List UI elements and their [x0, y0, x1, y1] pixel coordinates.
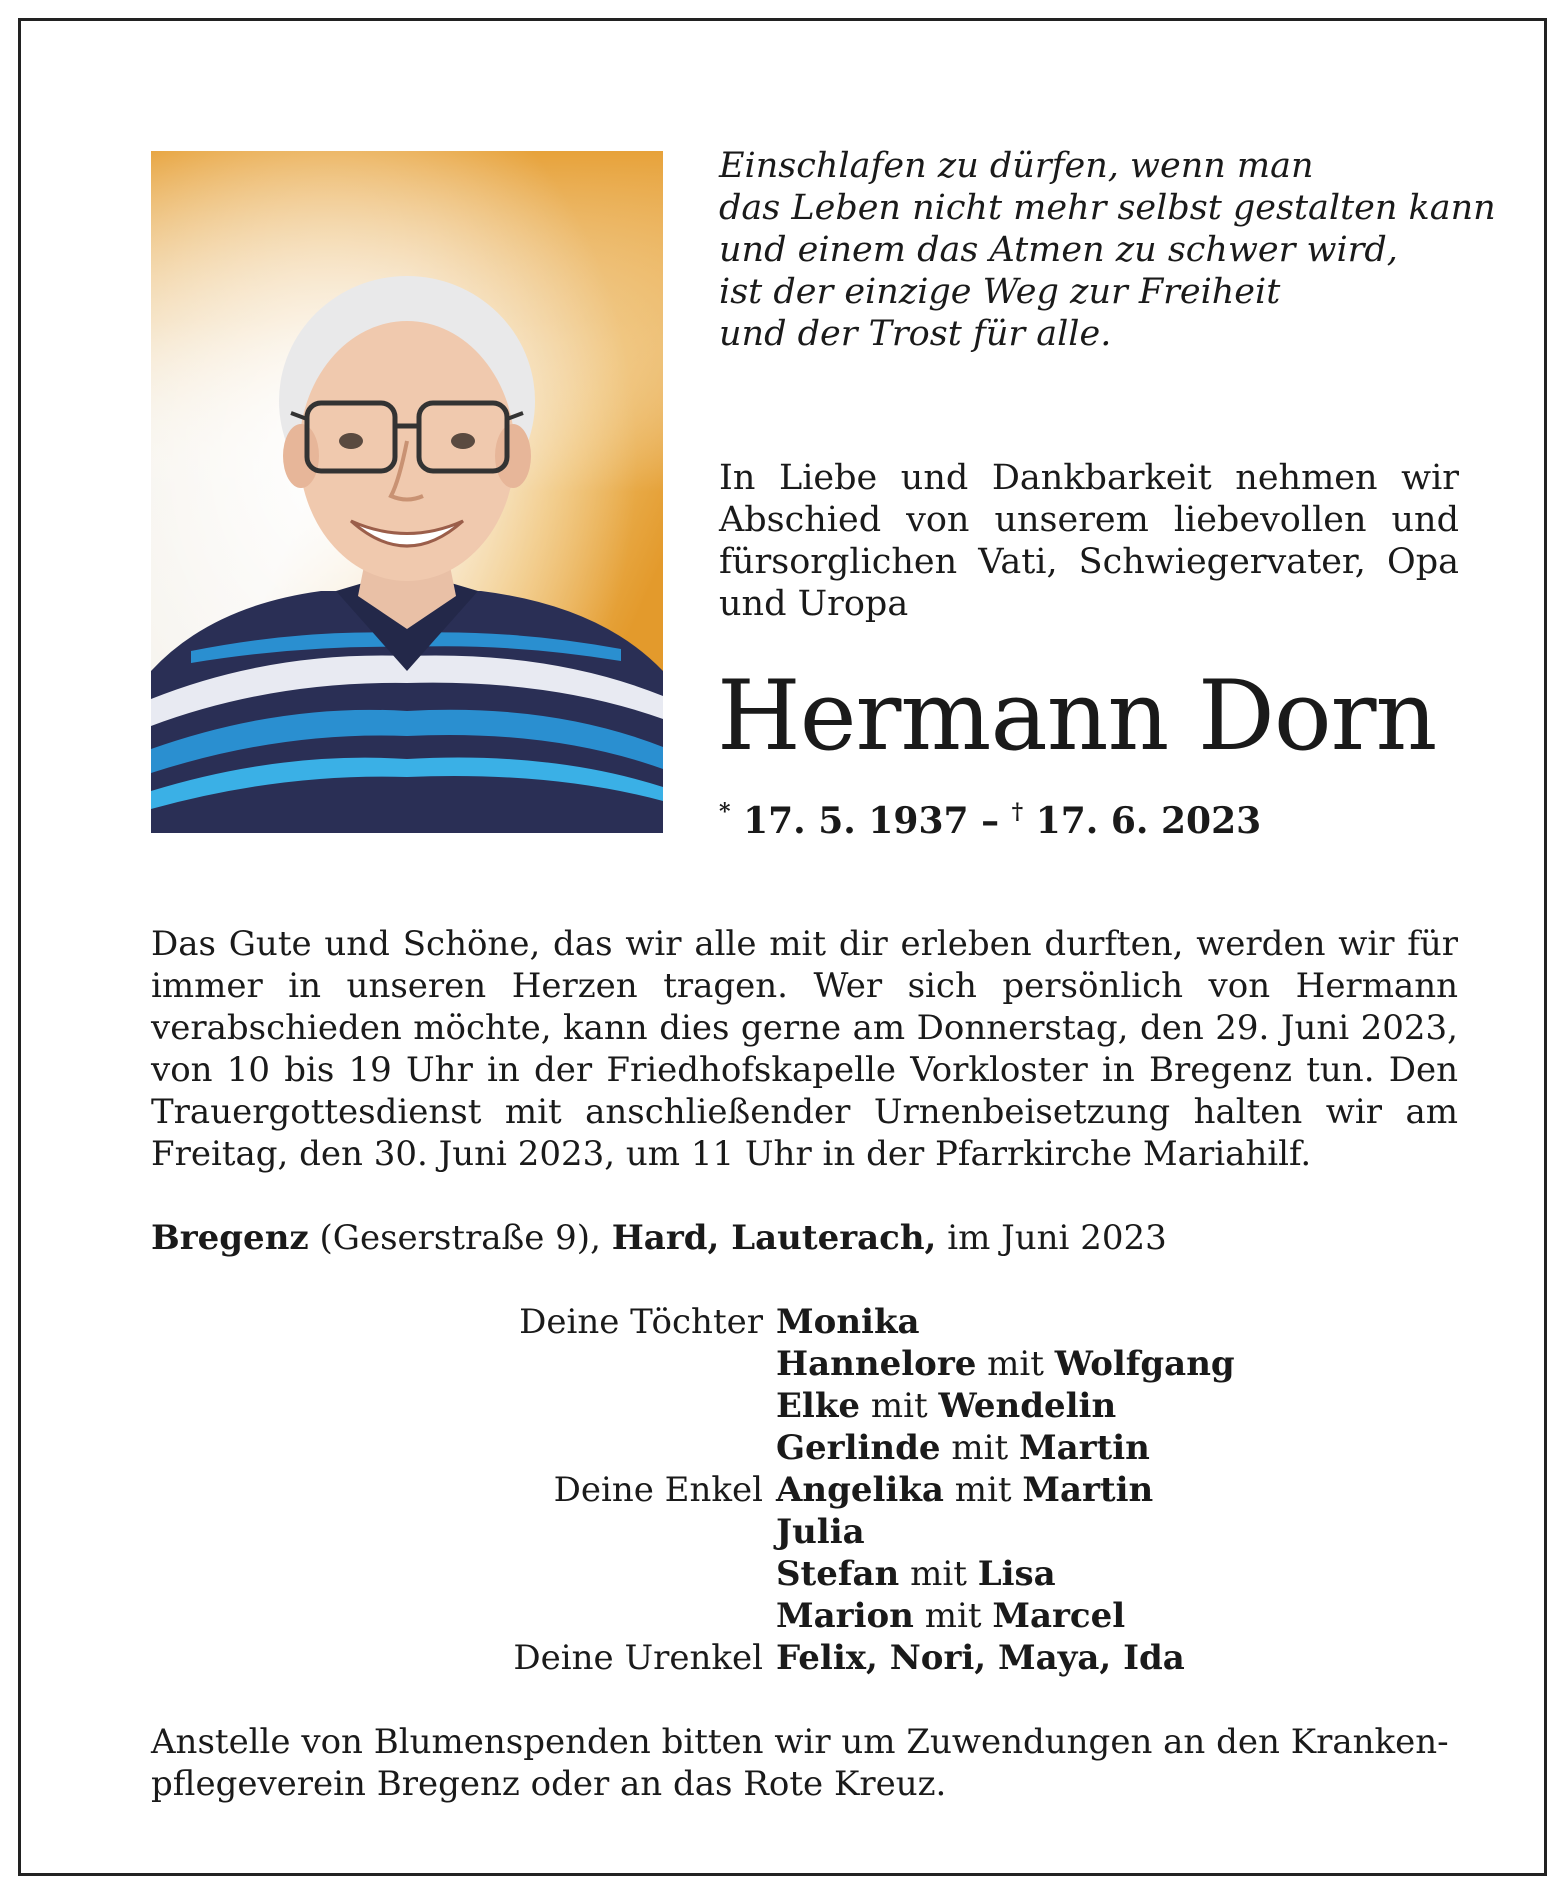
family-joiner: mit — [943, 1470, 1023, 1510]
family-names — [776, 1553, 1056, 1595]
family-names — [776, 1511, 865, 1553]
family-names — [776, 1637, 1185, 1679]
body-text: Das Gute und Schöne, das wir alle mit dir erleben durften, werden wir für immer in unseren Herzen tragen. Wer sich persönlich von Hermann verabschieden möchte, kann dies gerne am Donnerstag, den 29. Juni 2023, von 10 bis 19 Uhr in der Friedhofskapelle Vorkloster in Bregenz tun. Den Trauergottesdienst mit anschließender Urnenbeisetzung halten wir am Freitag, den 30. Juni 2023, um 11 Uhr in der Pfarrkirche Mariahilf. — [151, 924, 1458, 1174]
place-date: im Juni 2023 — [936, 1218, 1167, 1258]
birth-date: 17. 5. 1937 — [743, 800, 969, 842]
birth-mark: * — [719, 799, 731, 825]
place-others: Hard, Lauterach, — [611, 1218, 937, 1258]
poem-line: das Leben nicht mehr selbst gestalten kann — [719, 188, 1496, 228]
deceased-name: Hermann Dorn — [717, 660, 1437, 772]
family-role: Deine Töchter — [519, 1302, 763, 1342]
family-row — [151, 1511, 1458, 1553]
family-row — [151, 1427, 1458, 1469]
death-mark: † — [1011, 799, 1024, 825]
family-name: Angelika — [776, 1470, 944, 1510]
family-name: Monika — [776, 1302, 920, 1342]
date-separator: – — [981, 800, 1000, 842]
family-names — [776, 1385, 1116, 1427]
family-partner-name: Lisa — [977, 1554, 1056, 1594]
family-row — [151, 1343, 1458, 1385]
family-joiner: mit — [913, 1596, 993, 1636]
family-joiner: mit — [860, 1386, 939, 1426]
closing-line: Anstelle von Blumenspenden bitten wir um Zuwendungen an den Kranken- — [151, 1722, 1449, 1762]
place-city: Bregenz — [151, 1218, 309, 1258]
family-partner-name: Marcel — [992, 1596, 1126, 1636]
family-role: Deine Enkel — [553, 1470, 763, 1510]
family-joiner: mit — [940, 1428, 1019, 1468]
family-names — [776, 1427, 1150, 1469]
family-name: Gerlinde — [776, 1428, 941, 1468]
family-partner-name: Martin — [1022, 1470, 1154, 1510]
family-names — [776, 1595, 1125, 1637]
intro-text: In Liebe und Dankbarkeit nehmen wir Abschied von unserem liebevollen und fürsorglichen Vati, Schwiegervater, Opa und Uropa — [719, 458, 1459, 624]
portrait-illustration — [151, 151, 663, 833]
family-partner-name: Wolfgang — [1054, 1344, 1235, 1384]
family-row — [151, 1385, 1458, 1427]
life-dates — [719, 799, 1261, 842]
family-partner-name: Wendelin — [938, 1386, 1117, 1426]
family-list — [151, 1301, 1458, 1679]
place-address: (Geserstraße 9), — [308, 1218, 612, 1258]
portrait-photo — [151, 151, 663, 833]
family-partner-name: Martin — [1018, 1428, 1150, 1468]
family-names — [776, 1343, 1235, 1385]
family-row — [151, 1469, 1458, 1511]
closing-line: pflegeverein Bregenz oder an das Rote Kreuz. — [151, 1764, 947, 1804]
family-name: Hannelore — [776, 1344, 977, 1384]
family-row — [151, 1637, 1458, 1679]
memorial-poem — [719, 145, 1496, 355]
family-joiner: mit — [899, 1554, 978, 1594]
poem-line: Einschlafen zu dürfen, wenn man — [719, 146, 1314, 186]
family-name: Elke — [776, 1386, 861, 1426]
family-name: Marion — [776, 1596, 914, 1636]
obituary-card — [18, 18, 1547, 1876]
family-names — [776, 1469, 1153, 1511]
family-name: Stefan — [776, 1554, 900, 1594]
family-name: Felix, Nori, Maya, Ida — [776, 1638, 1185, 1678]
family-joiner: mit — [976, 1344, 1055, 1384]
family-row — [151, 1301, 1458, 1343]
family-names — [776, 1301, 920, 1343]
family-row — [151, 1595, 1458, 1637]
family-role: Deine Urenkel — [513, 1638, 763, 1678]
place-line — [151, 1217, 1167, 1259]
poem-line: und einem das Atmen zu schwer wird, — [719, 230, 1398, 270]
family-name: Julia — [776, 1512, 865, 1552]
closing-text — [151, 1721, 1458, 1805]
poem-line: ist der einzige Weg zur Freiheit — [719, 272, 1281, 312]
poem-line: und der Trost für alle. — [719, 314, 1112, 354]
family-row — [151, 1553, 1458, 1595]
death-date: 17. 6. 2023 — [1035, 800, 1262, 842]
